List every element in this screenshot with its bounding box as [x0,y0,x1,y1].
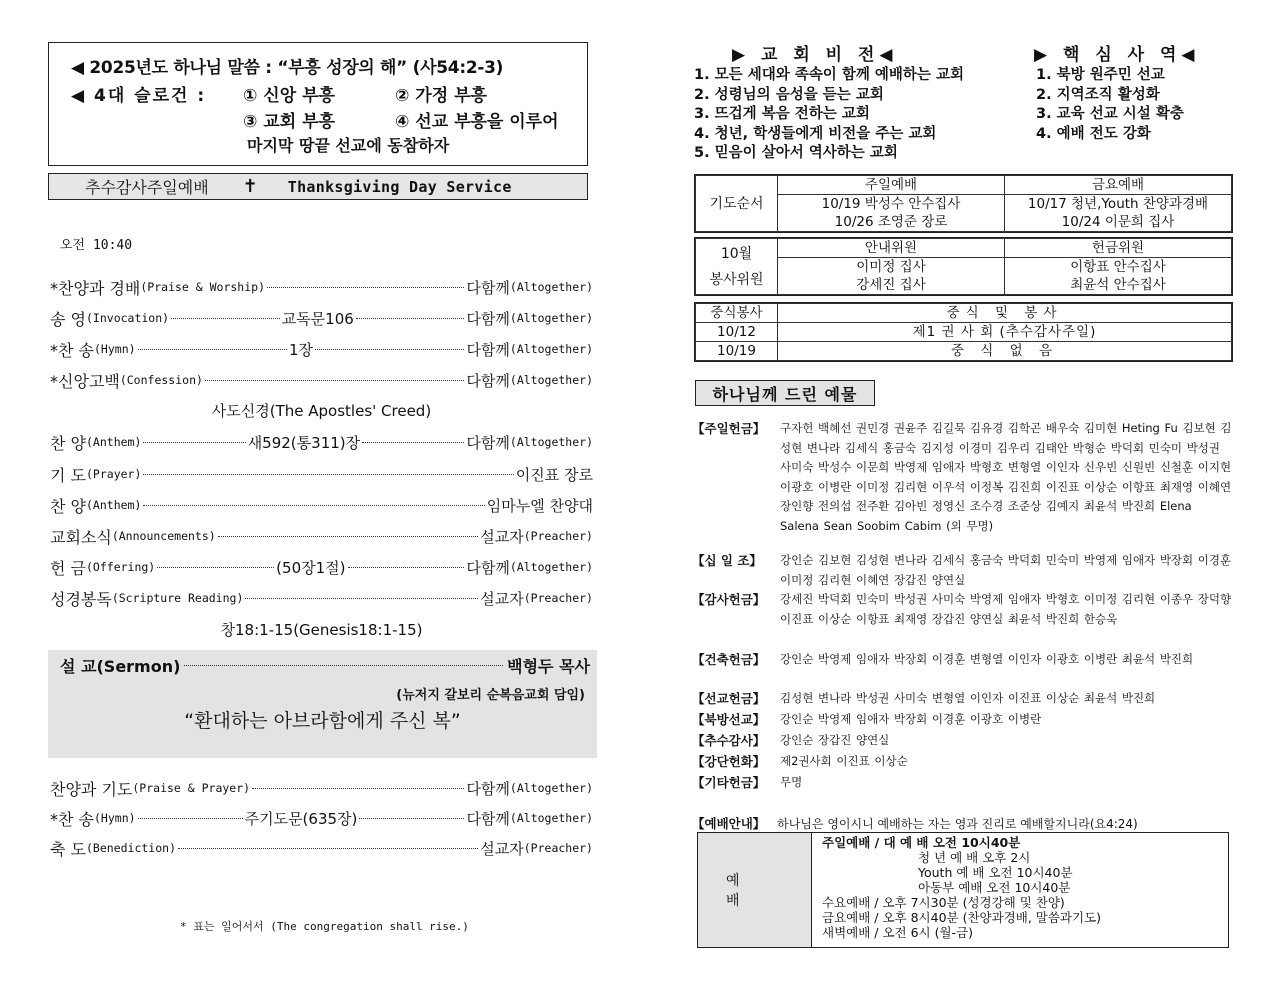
worship-order-row [50,462,593,486]
usher-header: 안내위원 [778,239,1005,258]
slogan-2: ② 가정 부흥 [395,86,487,106]
worship-order-row [50,524,593,548]
order-item-name: 축 도 [50,839,86,859]
lunch-text: 제1 권 사 회 (추수감사주일) [778,323,1232,342]
order-item-leader-english: (Altogether) [509,311,593,325]
vision-heading: ▶ 교 회 비 전◀ [732,45,898,65]
worship-order-row [50,306,593,330]
order-item-leader: 설교자 [480,527,524,546]
worship-order-row [50,776,593,800]
schedule-line: 주일예배 / 대 예 배 오전 10시40분 [822,835,1021,850]
order-item-leader: 다함께 [466,433,510,452]
slogan-4-continued: 마지막 땅끝 선교에 동참하자 [247,136,450,155]
volunteers-title: 봉사위원 [709,271,764,288]
order-item-leader-english: (Preacher) [523,529,593,543]
order-item-leader-english: (Altogether) [509,373,593,387]
vision-item: 5. 믿음이 살아서 역사하는 교회 [694,145,898,161]
order-item-name: 성경봉독 [50,589,112,609]
worship-schedule-box [697,832,1229,948]
sunday-prayer-2: 10/26 조영준 장로 [778,213,1005,232]
order-item-name: 찬 양 [50,496,86,516]
order-item-name: 헌 금 [50,558,86,578]
order-item-leader: 임마누엘 찬양대 [486,496,593,515]
schedule-line: Youth 예 배 오전 10시40분 [918,865,1073,880]
order-item-leader: 다함께 [466,558,510,577]
dotted-leader [359,818,464,819]
prayer-order-table [695,175,1232,232]
order-item-leader: 설교자 [480,589,524,608]
slogan-1: ① 신앙 부흥 [243,86,335,106]
schedule-line: 청 년 예 배 오후 2시 [918,850,1031,865]
lunch-label: 중식봉사 [696,304,778,323]
order-item-leader: 다함께 [466,371,510,390]
service-title-bar [48,173,588,200]
lunch-date: 10/12 [696,323,778,342]
order-item-english: (Prayer) [86,467,142,481]
order-item-name: *신앙고백 [50,371,120,391]
order-item-detail: 주기도문(635장) [244,809,358,828]
order-item-name: 기 도 [50,465,86,485]
slogan-3: ③ 교회 부흥 [243,112,335,132]
dotted-leader [205,380,465,381]
offering-category [692,419,1232,536]
offering-label: 【주일헌금】 [692,421,766,436]
dotted-leader [138,818,243,819]
order-item-leader-english: (Altogether) [509,435,593,449]
lunch-date: 10/19 [696,342,778,361]
sermon-box [48,650,597,758]
order-item-english: (Hymn) [94,342,136,356]
annual-motto-box [48,42,588,166]
service-title-ko: 추수감사주일예배 [85,178,209,197]
volunteers-table [695,238,1232,295]
offering-label: 【기타헌금】 [692,775,766,790]
friday-prayer-2: 10/24 이문희 집사 [1005,213,1232,232]
friday-prayer-1: 10/17 청년,Youth 찬양과경배 [1005,195,1232,214]
service-title-en: Thanksgiving Day Service [287,177,512,196]
order-item-name: *찬 송 [50,809,94,829]
order-item-leader-english: (Altogether) [509,342,594,356]
lunch-text: 중 식 없 음 [778,342,1232,361]
order-item-leader-english: (Altogether) [509,811,594,825]
order-item-detail: 교독문106 [281,309,354,328]
dotted-leader [356,318,465,319]
offering-committee-2: 최윤석 안수집사 [1005,276,1232,295]
dotted-leader [362,442,464,443]
slogan-heading: ◀ 4대 슬로건 : [71,86,207,106]
usher-2: 강세진 집사 [778,276,1005,295]
order-item-detail: 새592(통311)장 [247,433,361,452]
worship-order-row [50,430,593,454]
offerings-title: 하나님께 드린 예물 [695,380,875,406]
cross-icon: ✝ [242,176,258,197]
order-item-name: *찬 송 [50,340,94,360]
prayer-order-label: 기도순서 [696,176,778,232]
worship-guide-label: 【예배안내】 [692,816,766,831]
offering-names: 강인순 박영제 임애자 박장회 이경훈 이광호 이병란 [780,712,1042,726]
order-item-name: 찬양과 기도 [50,779,133,799]
order-item-leader: 다함께 [466,779,510,798]
order-item-leader: 다함께 [466,340,510,359]
offering-category [692,710,1232,730]
dotted-leader [267,287,464,288]
order-item-english: (Offering) [86,560,156,574]
order-item-leader-english: (Preacher) [523,841,593,855]
offering-label: 【십 일 조】 [692,553,762,568]
dotted-leader [348,567,465,568]
order-item-name: 찬 양 [50,433,86,453]
dotted-leader [143,505,484,506]
schedule-line: 수요예배 / 오후 7시30분 (성경강해 및 찬양) [822,895,1065,910]
worship-order-row [50,275,593,299]
offering-category [692,752,1232,772]
sermon-label: 설 교(Sermon) [60,657,181,676]
schedule-line: 금요예배 / 오후 8시40분 (찬양과경배, 말씀과기도) [822,910,1102,925]
dotted-leader [143,442,245,443]
slogan-row-1 [71,83,587,109]
volunteers-label [696,239,778,295]
sermon-preacher: 백형두 목사 [507,657,590,676]
order-item-english: (Benediction) [86,841,177,855]
vision-item: 1. 모든 세대와 족속이 함께 예배하는 교회 [694,67,964,83]
order-item-leader: 다함께 [466,309,510,328]
schedule-line: 아동부 예배 오전 10시40분 [918,880,1071,895]
worship-order-row [50,586,593,610]
offering-label: 【추수감사】 [692,733,766,748]
offering-label: 【북방선교】 [692,712,766,727]
offering-label: 【감사헌금】 [692,592,766,607]
vision-item: 2. 성령님의 음성을 듣는 교회 [694,86,884,103]
order-item-leader: 이진표 장로 [515,465,593,484]
sermon-title: “환대하는 아브라함에게 주신 복” [184,710,461,732]
order-item-leader-english: (Preacher) [523,591,593,605]
order-item-english: (Confession) [119,373,203,387]
dotted-leader [218,536,479,537]
apostles-creed: 사도신경(The Apostles' Creed) [211,402,432,420]
annual-verse: ◀ 2025년도 하나님 말씀 : “부흥 성장의 해” (사54:2-3) [71,58,504,78]
worship-order-row [50,836,593,860]
offering-label: 【건축헌금】 [692,652,766,667]
worship-order-row [50,493,593,517]
order-item-english: (Announcements) [111,529,216,543]
dotted-leader [252,788,464,789]
worship-order-row [50,337,593,361]
service-time: 오전 10:40 [60,238,133,253]
worship-order-row [50,555,593,579]
core-ministry-heading: ▶ 핵 심 사 역◀ [1034,45,1200,65]
core-item: 1. 북방 원주민 선교 [1036,67,1165,83]
offering-category [692,773,1232,793]
schedule-line: 새벽예배 / 오전 6시 (월-금) [822,925,973,940]
offering-names: 강인순 박영제 임애자 박장회 이경훈 변형열 이인자 이광호 이병란 최윤석 박진희 [780,652,1194,666]
core-item: 3. 교육 선교 시설 확충 [1036,106,1184,122]
offering-category [692,731,1232,751]
order-item-english: (Hymn) [94,811,136,825]
dotted-leader [138,349,287,350]
offering-category [692,650,1232,670]
slogan-row-2 [71,109,587,135]
lunch-service-table [695,303,1232,361]
vision-item: 4. 청년, 학생들에게 비전을 주는 교회 [694,125,937,142]
order-item-leader: 다함께 [466,809,510,828]
sermon-row [60,654,590,677]
sunday-prayer-1: 10/19 박성수 안수집사 [778,195,1005,214]
preacher-church: (뉴저지 갈보리 순복음교회 담임) [396,688,585,703]
volunteers-month: 10월 [720,245,753,262]
dotted-leader [315,349,464,350]
offering-label: 【선교헌금】 [692,691,766,706]
offering-label: 【강단헌화】 [692,754,766,769]
order-item-leader: 다함께 [466,278,510,297]
offering-committee-1: 이항표 안수집사 [1005,258,1232,277]
offering-names: 김성현 변나라 박성권 사미숙 변형열 이인자 이진표 이상순 최윤석 박진희 [780,691,1156,705]
worship-order-row [50,368,593,392]
offering-category [692,689,1232,709]
offering-committee-header: 헌금위원 [1005,239,1232,258]
offering-names: 무명 [780,775,803,789]
order-item-english: (Anthem) [86,435,142,449]
order-item-detail: 1장 [288,340,314,359]
order-item-name: 송 영 [50,309,86,329]
worship-guide [692,814,1138,832]
order-item-leader-english: (Altogether) [509,560,593,574]
offering-names: 강인순 장갑진 양연실 [780,733,890,747]
dotted-leader [143,474,513,475]
offering-names: 강인순 김보현 김성현 변나라 김세식 홍금숙 박덕회 민숙미 박영제 임애자 박장회 이경훈 이미정 김리현 이혜연 장갑진 양연실 [780,553,1232,587]
offering-names: 구자헌 백혜선 권민경 권윤주 김길묵 김유경 김학곤 배우숙 김미현 Heting Fu 김보현 김성현 변나라 김세식 홍금숙 김지성 이경미 김우리 김태안 박형순 박덕회 민숙미 박성권 사미숙 박성수 이문희 박영제 임애자 박형호 변형열 이인자 신우빈 신원빈 신철훈 이지현 이광호 이병란 이미정 김리현 이우석 이정복 김진희 이진표 이상순 이항표 최재영 이혜연 장인향 전의섭 전주환 김아빈 정영신 조수경 조준상 김예지 최윤석 박진희 Elena Salena Sean Soobim Cabim (외 무명) [780,421,1232,533]
order-item-name: 교회소식 [50,527,112,547]
order-item-leader-english: (Altogether) [509,781,593,795]
scripture-reference: 창18:1-15(Genesis18:1-15) [220,621,423,639]
offering-names: 강세진 박덕회 민숙미 박성권 사미숙 박영제 임애자 박형호 이미정 김리현 이종우 장덕향 이진표 이상순 이항표 최재영 장갑진 양연실 최윤석 박진희 한승욱 [780,592,1232,626]
usher-1: 이미정 집사 [778,258,1005,277]
order-item-english: (Praise & Prayer) [132,781,251,795]
footnote: * 표는 일어서서 (The congregation shall rise.) [180,920,469,933]
order-item-leader: 설교자 [480,839,524,858]
slogan-4: ④ 선교 부흥을 이루어 [395,112,559,132]
core-ministry-list [1036,66,1184,144]
offering-category [692,551,1232,590]
worship-schedule-body [812,833,1228,947]
friday-prayer-header: 금요예배 [1005,176,1232,195]
sunday-prayer-header: 주일예배 [778,176,1005,195]
core-item: 2. 지역조직 활성화 [1036,86,1160,103]
vision-item: 3. 뜨겁게 복음 전하는 교회 [694,106,870,122]
worship-order-row [50,806,593,830]
order-item-detail: (50장1절) [276,558,346,577]
order-item-english: (Invocation) [86,311,170,325]
vision-list [694,66,964,164]
core-item: 4. 예배 전도 강화 [1036,125,1151,142]
order-item-name: *찬양과 경배 [50,278,141,298]
offering-names: 제2권사회 이진표 이상순 [780,754,908,768]
worship-guide-text: 하나님은 영이시니 예배하는 자는 영과 진리로 예배할지니라(요4:24) [777,817,1138,831]
dotted-leader [157,567,274,568]
order-item-english: (Scripture Reading) [111,591,244,605]
lunch-header: 중식 및 봉사 [778,304,1232,323]
order-item-english: (Praise & Worship) [140,280,265,294]
order-item-english: (Anthem) [86,498,142,512]
worship-schedule-label: 예 배 [698,833,812,947]
dotted-leader [178,848,478,849]
dotted-leader [245,598,478,599]
dotted-leader [171,318,280,319]
offering-category [692,590,1232,629]
order-item-leader-english: (Altogether) [509,280,593,294]
